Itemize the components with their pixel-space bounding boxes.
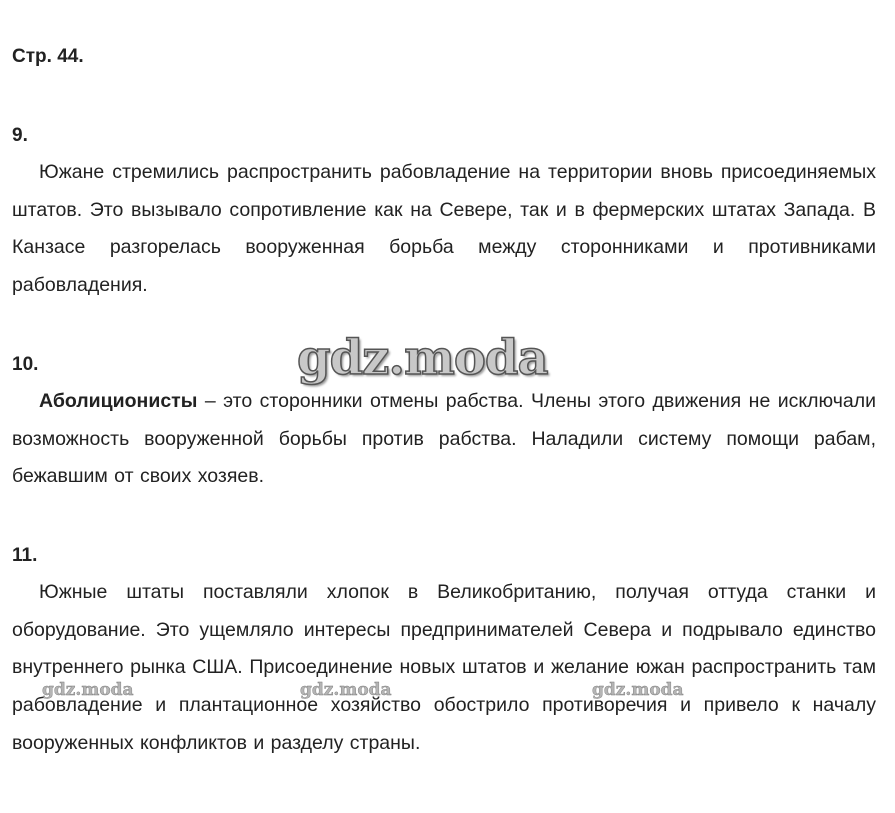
term-abolitionists: Аболиционисты [39,390,198,412]
task-answer-11: Южные штаты поставляли хлопок в Великобританию, получая оттуда станки и оборудование. Это ущемляло интересы предпринимателей Севера и подрывало единство внутреннего рынка США. Присоединение новых штатов и желание южан распространить там рабовладение и плантационное хозяйство обострило противоречия и привело к началу вооруженных конфликтов и разделу страны. [12,581,876,754]
task-number-10: 10. [12,354,39,375]
watermark-small: gdz.moda [300,680,392,700]
watermark-large: gdz.moda [297,330,548,386]
task-number-11: 11. [12,545,38,566]
watermark-small: gdz.moda [42,680,134,700]
task-number-9: 9. [12,125,28,146]
watermark-small: gdz.moda [592,680,684,700]
page-header: Стр. 44. [12,46,84,67]
task-answer-10 [12,383,876,496]
task-answer-9: Южане стремились распространить рабовладение на территории вновь присоединяемых штатов. Это вызывало сопротивление как на Севере, так и в фермерских штатах Запада. В Канзасе разгорелась вооруженная борьба между сторонниками и противниками рабовладения. [12,161,876,297]
task-answer-10-text: – это сторонники отмены рабства. Члены этого движения не исключали возможность вооруженной борьбы против рабства. Наладили систему помощи рабам, бежавшим от своих хозяев. [12,390,876,488]
